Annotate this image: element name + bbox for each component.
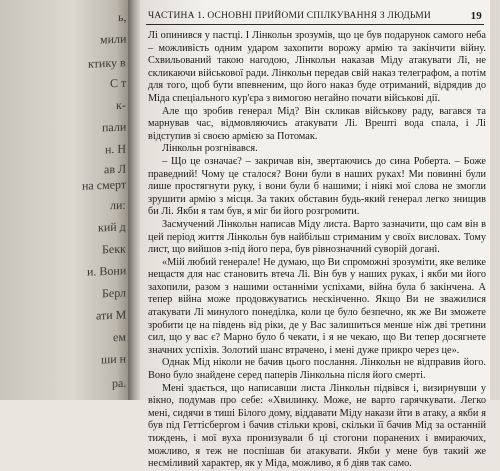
paragraph: Однак Мід ніколи не бачив цього послання. Лінкольн не відправив його. Воно було знайдене серед паперів Лінкольна після його смерті. <box>148 357 486 382</box>
left-fragment: кий д <box>98 219 126 235</box>
paragraph: Лі опинився у пастці. І Лінкольн зрозумів, що це був подарунок самого неба – можливість одним ударом захопити ворожу армію та закінчити війну. Схвильований такою нагодою, Лінкольн наказав Міду атакувати Лі, не скликаючи військової ради. Лінкольн передав свій наказ телеграфом, а потім для того, щоб бути впевненим, що його наказ буде отриманий, відрядив до Міда спеціального кур'єра з вимогою негайно почати військові дії. <box>148 30 486 104</box>
left-fragment: мили <box>99 31 126 47</box>
paragraph: Засмучений Лінкольн написав Міду листа. Варто зазначити, що сам він в цей період життя Лінкольн був найбільш стриманим у своїх висловах. Тому лист, що вийшов з-під його пера, був рівнозначний суворій догані. <box>148 218 486 256</box>
left-fragment: ав Л <box>103 161 126 177</box>
left-fragment: ши н <box>100 351 126 367</box>
left-fragment: С т <box>109 75 126 91</box>
paragraph: Лінкольн розгнівався. <box>162 143 258 155</box>
left-fragment: Берл <box>101 285 126 301</box>
left-fragment: ра. <box>111 375 126 391</box>
page-edges <box>490 0 500 400</box>
left-fragment: на смерт <box>81 177 126 193</box>
page-number: 19 <box>470 10 482 22</box>
left-fragment: ктику в <box>88 55 126 71</box>
left-fragment: н. Н <box>104 141 126 157</box>
left-page <box>0 0 132 400</box>
left-fragment: и. Вони <box>86 263 126 279</box>
left-fragment: ати М <box>95 307 126 323</box>
left-fragment: Бекк <box>102 241 126 257</box>
header-title: ЧАСТИНА 1. ОСНОВНІ ПРИЙОМИ СПІЛКУВАННЯ З ЛЮДЬМИ <box>148 11 431 21</box>
paragraph: Мені здається, що написавши листа Лінкольн підвівся і, визирнувши у вікно, подумав про себе: «Хвилинку. Може, не варто гарячкувати. Легко мені, сидячи в тиші Білого дому, віддавати Міду накази йти в атаку, а якби я був під Геттісбергом і бачив стільки крові, скільки її бачив Мід за останній тиждень, і мої вуха пронизували б ці стогони поранених і вмираючих, можливо, я теж не поспішав би атакувати. Якби у мене був такий же несміливий характер, як у Міда, можливо, я б діяв так само. <box>148 382 486 470</box>
running-header <box>146 10 484 25</box>
left-fragment: ем <box>113 329 126 345</box>
left-fragment: пали <box>101 119 126 135</box>
left-fragment: ь, <box>117 9 126 25</box>
right-page <box>140 0 500 470</box>
paragraph: «Мій любий генерале! Не думаю, що Ви спроможні зрозуміти, яке велике нещастя для нас становить втеча Лі. Він був у наших руках, і якби ми його захопили, разом з нашими останніми успіхами, війна була б закінчена. А тепер війна може продовжуватись нескінченно. Якщо Ви не зважилися атакувати Лі минулого понеділка, коли це було безпечно, як же Ви зможете зробити це на південь від ріки, де у Вас залишиться менше ніж дві третини сил, що у вас є? Марно було б чекати, і я не чекаю, що Ви тепер досягнете значних успіхів. Золотий шанс втрачено, і мені дуже прикро через це». <box>148 256 486 356</box>
left-fragment: ли: <box>110 197 126 213</box>
left-fragment: к- <box>116 97 126 113</box>
body-text <box>148 30 486 471</box>
paragraph: Але що зробив генерал Мід? Він скликав військову раду, вагався та марнував час, відмовляючись атакувати Лі. Врешті вода спала, і Лі відступив зі своєю армією за Потомак. <box>148 105 486 142</box>
paragraph: – Що це означає? – закричав він, звертаючись до сина Роберта. – Боже праведний! Чому це сталося? Вони були в наших руках! Ми повинні були лише простягнути руку, і вони були б нашими; і ніякі мої слова не змогли зрушити армію з місця. За таких обставин будь-який генерал легко знищив би Лі. Якби я там був, я міг би його розгромити. <box>148 155 486 218</box>
